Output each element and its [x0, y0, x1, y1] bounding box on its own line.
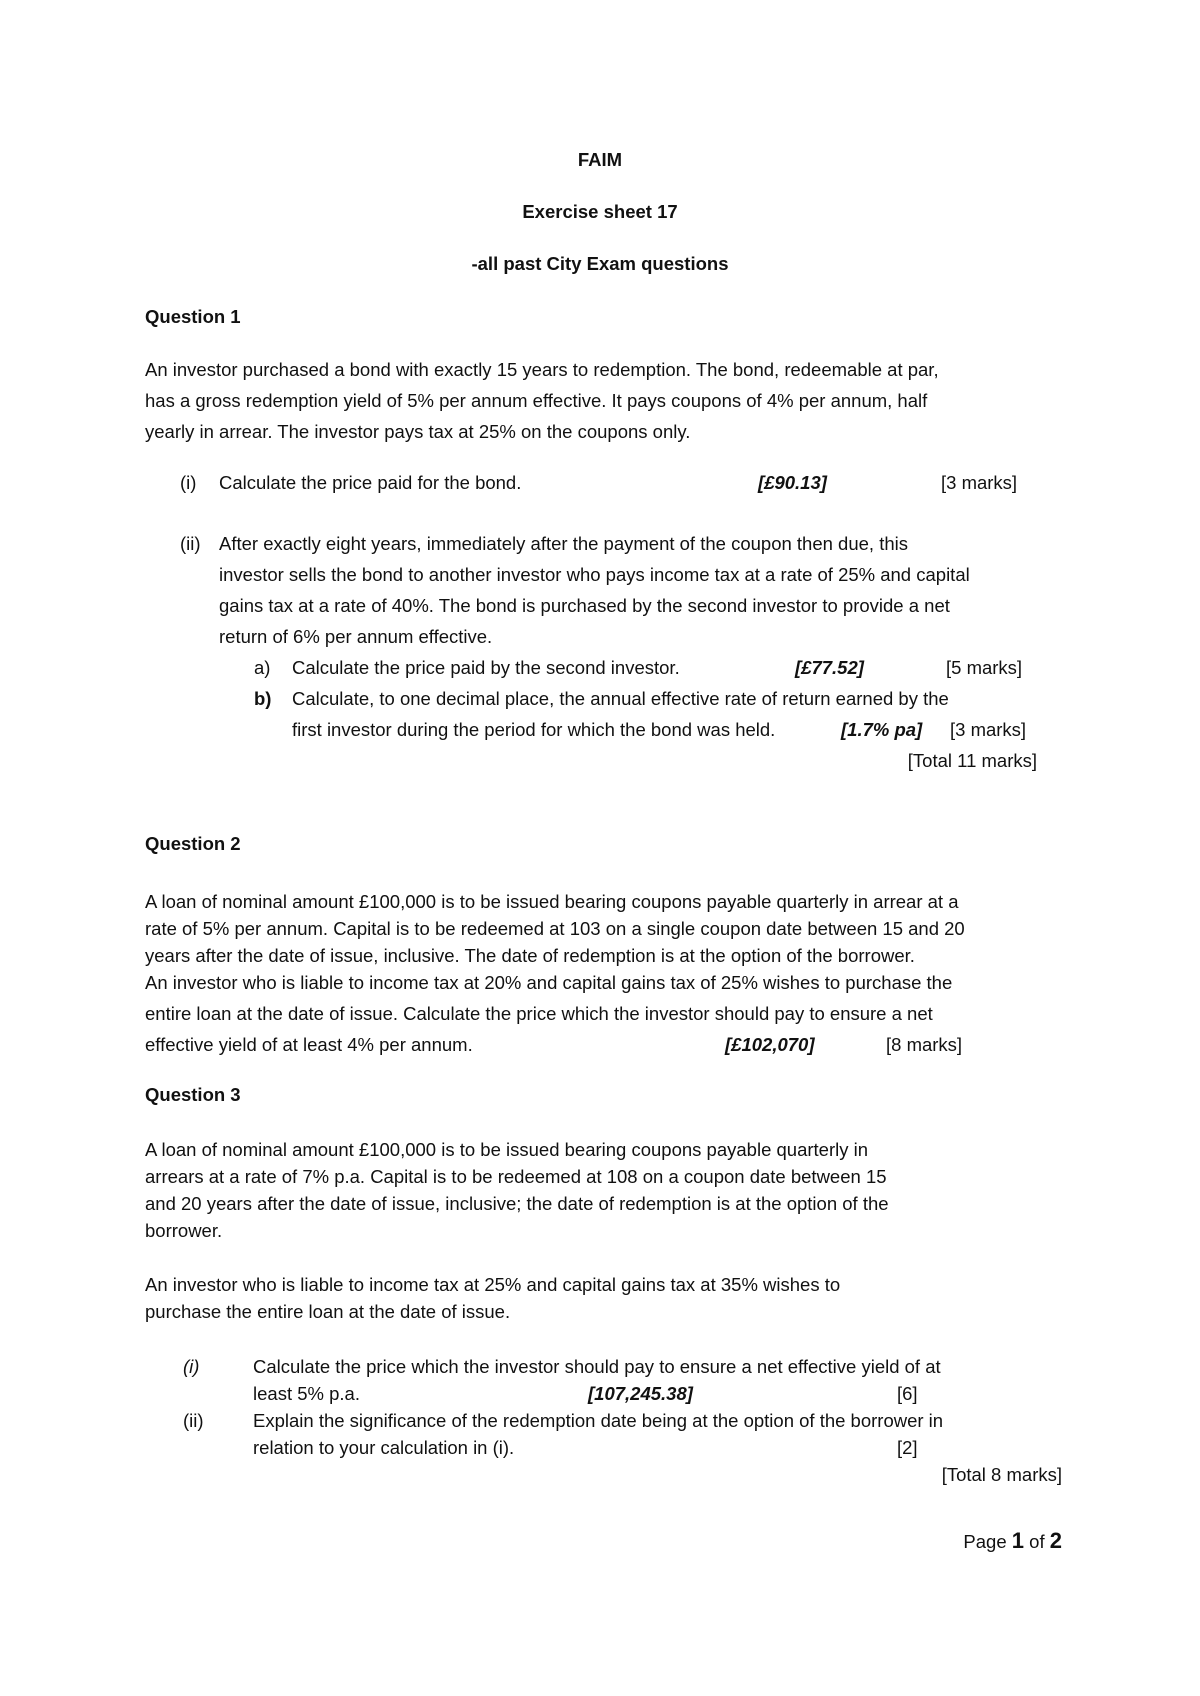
page-title: FAIM	[577, 149, 623, 170]
q1-part-iia-marks: [5 marks]	[946, 657, 1023, 678]
q3-para1-line: borrower.	[145, 1220, 223, 1241]
q2-text-line: years after the date of issue, inclusive. The date of redemption is at the option of the borrower.	[145, 945, 915, 966]
q3-part-ii-number: (ii)	[183, 1410, 204, 1431]
q2-text-line: rate of 5% per annum. Capital is to be redeemed at 103 on a single coupon date between 15 and 20	[145, 918, 965, 939]
q1-part-iia-text: Calculate the price paid by the second investor.	[292, 657, 680, 678]
q2-text-line: A loan of nominal amount £100,000 is to be issued bearing coupons payable quarterly in arrear at a	[145, 891, 959, 912]
question-3-heading: Question 3	[145, 1084, 241, 1105]
q2-text-line: An investor who is liable to income tax at 20% and capital gains tax of 25% wishes to purchase the	[145, 972, 953, 993]
q2-answer: [£102,070]	[725, 1034, 815, 1055]
q1-part-iib-label: b)	[254, 688, 272, 709]
q1-part-i-number: (i)	[180, 472, 197, 493]
q3-part-i-text-line: least 5% p.a.	[253, 1383, 360, 1404]
question-1-heading: Question 1	[145, 306, 241, 327]
q1-part-iib-text-line: first investor during the period for which the bond was held.	[292, 719, 776, 740]
q1-text-line: has a gross redemption yield of 5% per annum effective. It pays coupons of 4% per annum, half	[145, 390, 928, 411]
q1-part-iia-answer: [£77.52]	[795, 657, 864, 678]
q3-para1-line: A loan of nominal amount £100,000 is to be issued bearing coupons payable quarterly in	[145, 1139, 869, 1160]
q2-text-line: effective yield of at least 4% per annum.	[145, 1034, 473, 1055]
q2-marks: [8 marks]	[886, 1034, 963, 1055]
q1-text-line: yearly in arrear. The investor pays tax at 25% on the coupons only.	[145, 421, 691, 442]
q1-text-line: An investor purchased a bond with exactly 15 years to redemption. The bond, redeemable at par,	[145, 359, 939, 380]
question-2-heading: Question 2	[145, 833, 241, 854]
q3-para2-line: An investor who is liable to income tax at 25% and capital gains tax at 35% wishes to	[145, 1274, 841, 1295]
current-page: 1	[1011, 1528, 1025, 1553]
q3-part-i-number: (i)	[183, 1356, 200, 1377]
q1-part-ii-text-line: gains tax at a rate of 40%. The bond is purchased by the second investor to provide a net	[219, 595, 950, 616]
q1-part-ii-text-line: After exactly eight years, immediately after the payment of the coupon then due, this	[219, 533, 908, 554]
q3-para2-line: purchase the entire loan at the date of issue.	[145, 1301, 511, 1322]
sheet-note: -all past City Exam questions	[471, 253, 729, 274]
q1-part-iib-marks: [3 marks]	[950, 719, 1027, 740]
total-pages: 2	[1049, 1528, 1062, 1553]
q3-part-ii-text-line: Explain the significance of the redemption date being at the option of the borrower in	[253, 1410, 944, 1431]
page-word: Page	[963, 1531, 1007, 1552]
q1-part-ii-number: (ii)	[180, 533, 201, 554]
q1-part-iib-text-line: Calculate, to one decimal place, the annual effective rate of return earned by the	[292, 688, 949, 709]
sheet-subtitle: Exercise sheet 17	[522, 201, 678, 222]
q3-part-ii-marks: [2]	[897, 1437, 918, 1458]
q3-para1-line: arrears at a rate of 7% p.a. Capital is to be redeemed at 108 on a coupon date between 15	[145, 1166, 887, 1187]
q1-part-ii-text-line: return of 6% per annum effective.	[219, 626, 493, 647]
page-number	[963, 1530, 1062, 1552]
q1-part-i-marks: [3 marks]	[941, 472, 1018, 493]
q1-part-i-answer: [£90.13]	[758, 472, 827, 493]
q2-text-line: entire loan at the date of issue. Calculate the price which the investor should pay to ensure a net	[145, 1003, 933, 1024]
q3-part-i-marks: [6]	[897, 1383, 918, 1404]
q1-part-iia-label: a)	[254, 657, 271, 678]
q3-para1-line: and 20 years after the date of issue, inclusive; the date of redemption is at the option of the	[145, 1193, 889, 1214]
q3-total-marks: [Total 8 marks]	[941, 1464, 1062, 1485]
of-word: of	[1029, 1531, 1045, 1552]
q1-part-iib-answer: [1.7% pa]	[841, 719, 923, 740]
q1-part-i-text: Calculate the price paid for the bond.	[219, 472, 522, 493]
q1-total-marks: [Total 11 marks]	[907, 750, 1037, 771]
q3-part-i-answer: [107,245.38]	[588, 1383, 693, 1404]
q3-part-i-text-line: Calculate the price which the investor should pay to ensure a net effective yield of at	[253, 1356, 941, 1377]
q3-part-ii-text-line: relation to your calculation in (i).	[253, 1437, 515, 1458]
q1-part-ii-text-line: investor sells the bond to another investor who pays income tax at a rate of 25% and capital	[219, 564, 970, 585]
